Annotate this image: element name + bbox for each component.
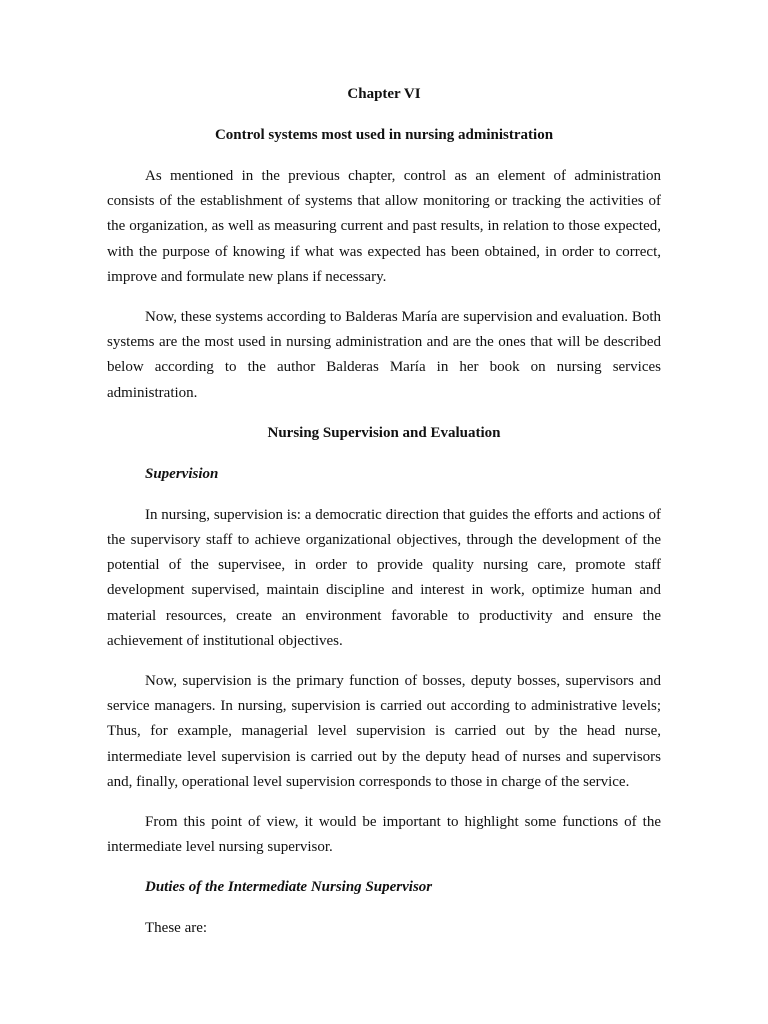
chapter-heading: Chapter VI (347, 86, 421, 102)
paragraph-intro-2: Now, these systems according to Balderas María are supervision and evaluation. Both systems are the most used in nursing administration and are the ones that will be described below according to the author Balderas María in her book on nursing services administration. (107, 309, 661, 401)
paragraph-intro-1: As mentioned in the previous chapter, control as an element of administration consists of the establishment of systems that allow monitoring or tracking the activities of the organization, as well as measuring current and past results, in relation to those expected, with the purpose of knowing if what was expected has been obtained, in order to correct, improve and formulate new plans if necessary. (107, 168, 661, 285)
paragraph-supervision-3: From this point of view, it would be important to highlight some functions of the intermediate level nursing supervisor. (107, 814, 661, 856)
closing-line: These are: (145, 920, 208, 937)
paragraph-supervision-1: In nursing, supervision is: a democratic direction that guides the efforts and actions of the supervisory staff to achieve organizational objectives, through the development of the potential of the supervisee, in order to provide quality nursing care, promote staff development supervised, maintain discipline and interest in work, optimize human and material resources, create an environment favorable to productivity and ensure the achievement of institutional objectives. (107, 506, 661, 649)
subheading-duties: Duties of the Intermediate Nursing Supervisor (145, 879, 433, 896)
paragraph-supervision-2: Now, supervision is the primary function of bosses, deputy bosses, supervisors and service managers. In nursing, supervision is carried out according to administrative levels; Thus, for example, managerial level supervision is carried out by the head nurse, intermediate level supervision is carried out by the deputy head of nurses and supervisors and, finally, operational level supervision corresponds to those in charge of the service. (107, 673, 661, 790)
subheading-supervision: Supervision (145, 465, 219, 482)
section-heading: Nursing Supervision and Evaluation (267, 424, 501, 441)
chapter-title: Control systems most used in nursing administration (214, 127, 554, 143)
